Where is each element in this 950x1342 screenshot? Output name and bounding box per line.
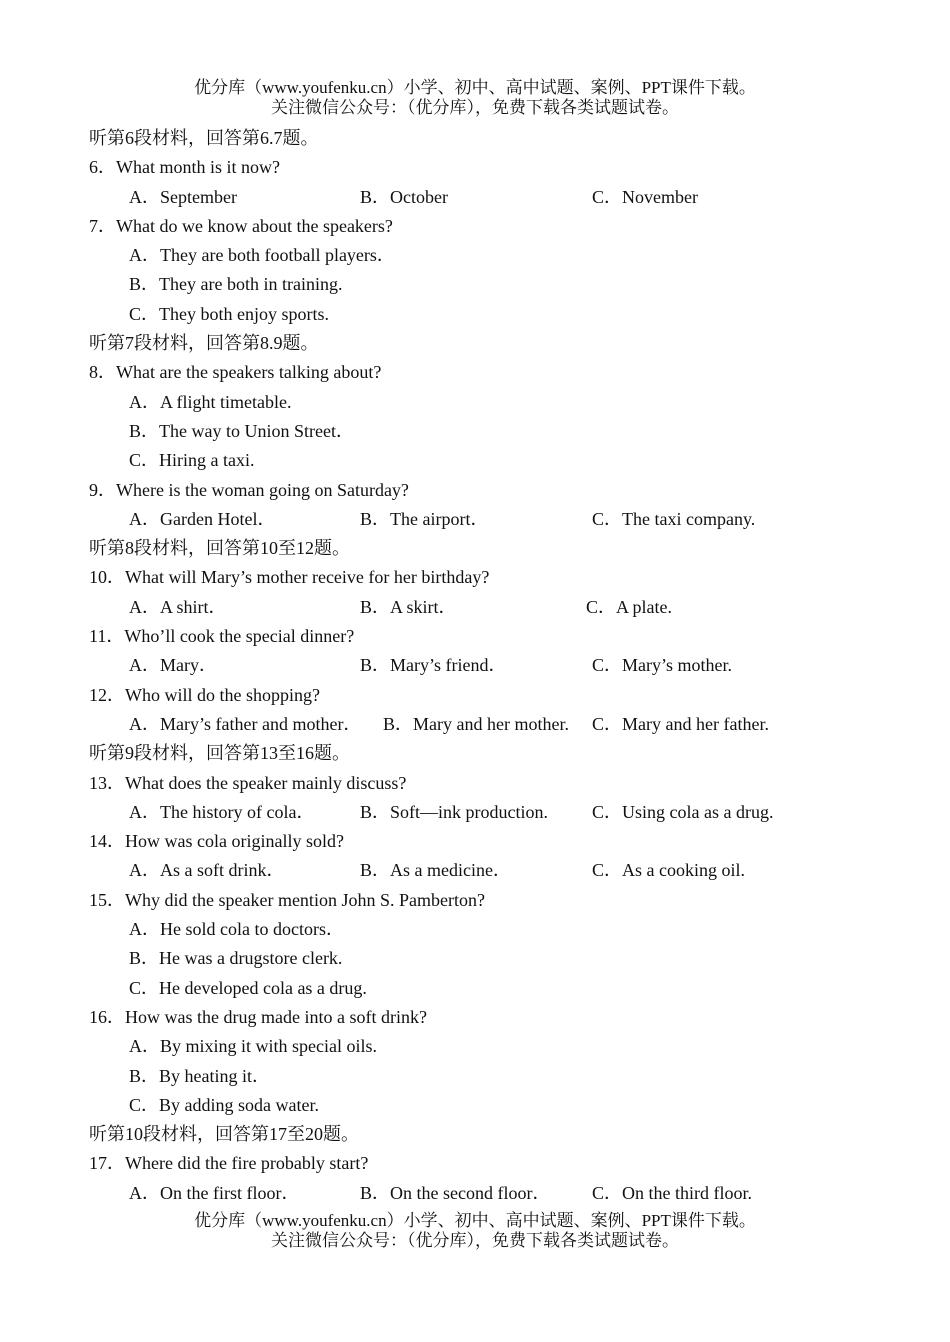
answer-option-row (89, 417, 919, 446)
question-text: 10．What will Mary’s mother receive for her birthday? (89, 567, 490, 588)
answer-option: A．The history of cola． (129, 801, 315, 822)
answer-option-row (89, 1032, 919, 1061)
answer-option: B．The way to Union Street． (129, 420, 354, 441)
page-header (0, 78, 950, 118)
answer-option: C．On the third floor. (592, 1182, 752, 1203)
answer-options-row (89, 1179, 919, 1208)
exam-content (89, 124, 919, 1208)
answer-option-row (89, 300, 919, 329)
answer-option-row (89, 446, 919, 475)
answer-option: B．By heating it． (129, 1065, 270, 1086)
answer-option: C．Using cola as a drug. (592, 801, 774, 822)
question-text: 8．What are the speakers talking about? (89, 362, 382, 383)
answer-option: C．Mary’s mother. (592, 655, 732, 676)
footer-line-2: 关注微信公众号：（优分库），免费下载各类试题试卷。 (271, 1231, 679, 1250)
answer-option: A．As a soft drink． (129, 860, 285, 881)
answer-option-row (89, 1062, 919, 1091)
answer-option: B．They are both in training. (129, 274, 343, 295)
answer-option-row (89, 944, 919, 973)
answer-option: A．They are both football players． (129, 245, 395, 266)
question-text: 11．Who’ll cook the special dinner? (89, 626, 355, 647)
section-instruction: 听第10段材料，回答第17至20题。 (89, 1124, 359, 1145)
answer-option: C．November (592, 186, 698, 207)
answer-option: C．By adding soda water. (129, 1094, 319, 1115)
answer-option: A．Mary． (129, 655, 217, 676)
answer-option: B．A skirt． (360, 596, 457, 617)
answer-options-row (89, 710, 919, 739)
answer-option: A．By mixing it with special oils. (129, 1036, 377, 1057)
answer-option-row (89, 388, 919, 417)
answer-options-row (89, 798, 919, 827)
page-footer (0, 1211, 950, 1251)
answer-option: C．As a cooking oil. (592, 860, 745, 881)
question-text: 7．What do we know about the speakers? (89, 215, 393, 236)
answer-option: B．The airport． (360, 508, 489, 529)
question-text: 16．How was the drug made into a soft drink? (89, 1006, 427, 1027)
question-text: 15．Why did the speaker mention John S. Pamberton? (89, 889, 485, 910)
answer-option: B．He was a drugstore clerk. (129, 948, 343, 969)
footer-line-1: 优分库（www.youfenku.cn）小学、初中、高中试题、案例、PPT课件下载。 (194, 1211, 756, 1230)
question-text: 9．Where is the woman going on Saturday? (89, 479, 409, 500)
answer-option: C．He developed cola as a drug. (129, 977, 367, 998)
section-instruction: 听第6段材料，回答第6.7题。 (89, 128, 319, 148)
section-instruction: 听第7段材料，回答第8.9题。 (89, 333, 319, 354)
answer-option: A．A shirt． (129, 596, 227, 617)
answer-option: C．Hiring a taxi. (129, 450, 255, 471)
answer-option: C．The taxi company. (592, 508, 756, 529)
answer-option: A．Garden Hotel． (129, 508, 276, 529)
answer-option: B．On the second floor． (360, 1182, 551, 1203)
answer-options-row (89, 593, 919, 622)
header-line-1: 优分库（www.youfenku.cn）小学、初中、高中试题、案例、PPT课件下载。 (194, 78, 756, 97)
answer-option: B．October (360, 186, 448, 207)
answer-option: A．September (129, 186, 237, 207)
question-text: 13．What does the speaker mainly discuss? (89, 772, 407, 793)
answer-option: B．Mary and her mother. (383, 713, 569, 734)
answer-option: C．They both enjoy sports. (129, 303, 329, 324)
header-line-2: 关注微信公众号：（优分库），免费下载各类试题试卷。 (271, 98, 679, 117)
answer-option: A．On the first floor． (129, 1182, 300, 1203)
section-instruction: 听第8段材料，回答第10至12题。 (89, 538, 350, 559)
answer-option: A．Mary’s father and mother． (129, 713, 362, 734)
question-text: 12．Who will do the shopping? (89, 684, 320, 705)
answer-options-row (89, 651, 919, 680)
answer-option: A．A flight timetable. (129, 391, 292, 412)
answer-option: C．Mary and her father. (592, 713, 769, 734)
answer-options-row (89, 505, 919, 534)
answer-option-row (89, 915, 919, 944)
question-text: 6．What month is it now? (89, 157, 280, 178)
answer-option: A．He sold cola to doctors． (129, 919, 344, 940)
section-instruction: 听第9段材料，回答第13至16题。 (89, 743, 350, 764)
answer-option: B．As a medicine． (360, 860, 511, 881)
answer-options-row (89, 183, 919, 212)
answer-option-row (89, 241, 919, 270)
answer-option-row (89, 1091, 919, 1120)
question-text: 14．How was cola originally sold? (89, 831, 344, 852)
answer-options-row (89, 856, 919, 885)
answer-option-row (89, 974, 919, 1003)
answer-option: B．Mary’s friend． (360, 655, 507, 676)
answer-option: B．Soft—ink production. (360, 801, 548, 822)
question-text: 17．Where did the fire probably start? (89, 1153, 369, 1174)
answer-option-row (89, 270, 919, 299)
answer-option: C．A plate. (586, 596, 672, 617)
